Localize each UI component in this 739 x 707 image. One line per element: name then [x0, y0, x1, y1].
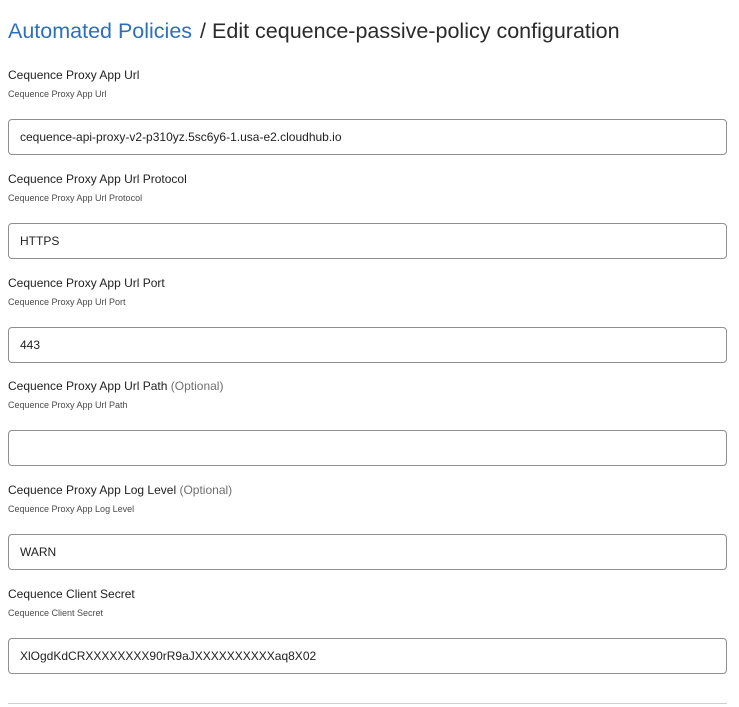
field-client-secret: [8, 587, 727, 619]
field-help-text: Cequence Proxy App Url Path: [8, 400, 128, 410]
field-help-text: Cequence Client Secret: [8, 608, 104, 618]
field-proxy-app-url-protocol: [8, 172, 727, 204]
field-label-text: Cequence Proxy App Url Protocol: [8, 172, 187, 186]
field-label: [8, 172, 727, 187]
field-proxy-app-url: [8, 68, 727, 100]
field-label: [8, 379, 727, 394]
page-title: Edit cequence-passive-policy configuration: [212, 19, 620, 43]
field-label-text: Cequence Client Secret: [8, 587, 135, 601]
field-label-text: Cequence Proxy App Log Level: [8, 483, 177, 497]
field-help-text: Cequence Proxy App Url Protocol: [8, 193, 143, 203]
bottom-divider: [8, 703, 727, 704]
field-label-text: Cequence Proxy App Url: [8, 68, 140, 82]
page-header: [8, 17, 620, 45]
field-help-text: Cequence Proxy App Url: [8, 89, 107, 99]
proxy-app-url-protocol-input[interactable]: [8, 223, 727, 259]
optional-marker: (Optional): [170, 379, 224, 393]
field-help-text: Cequence Proxy App Url Port: [8, 297, 126, 307]
field-label: [8, 276, 727, 291]
field-label: [8, 587, 727, 602]
field-label-text: Cequence Proxy App Url Path: [8, 379, 168, 393]
proxy-app-url-port-input[interactable]: [8, 327, 727, 363]
field-label-text: Cequence Proxy App Url Port: [8, 276, 165, 290]
field-proxy-app-url-path: [8, 379, 727, 411]
field-label: [8, 68, 727, 83]
field-label: [8, 483, 727, 498]
field-help-text: Cequence Proxy App Log Level: [8, 504, 135, 514]
breadcrumb-separator: /: [200, 19, 207, 43]
optional-marker: (Optional): [179, 483, 233, 497]
proxy-app-url-input[interactable]: [8, 119, 727, 155]
breadcrumb-automated-policies-link[interactable]: Automated Policies: [8, 19, 193, 43]
proxy-app-url-path-input[interactable]: [8, 430, 727, 466]
field-proxy-app-url-port: [8, 276, 727, 308]
client-secret-input[interactable]: [8, 638, 727, 674]
proxy-app-log-level-input[interactable]: [8, 534, 727, 570]
field-proxy-app-log-level: [8, 483, 727, 515]
